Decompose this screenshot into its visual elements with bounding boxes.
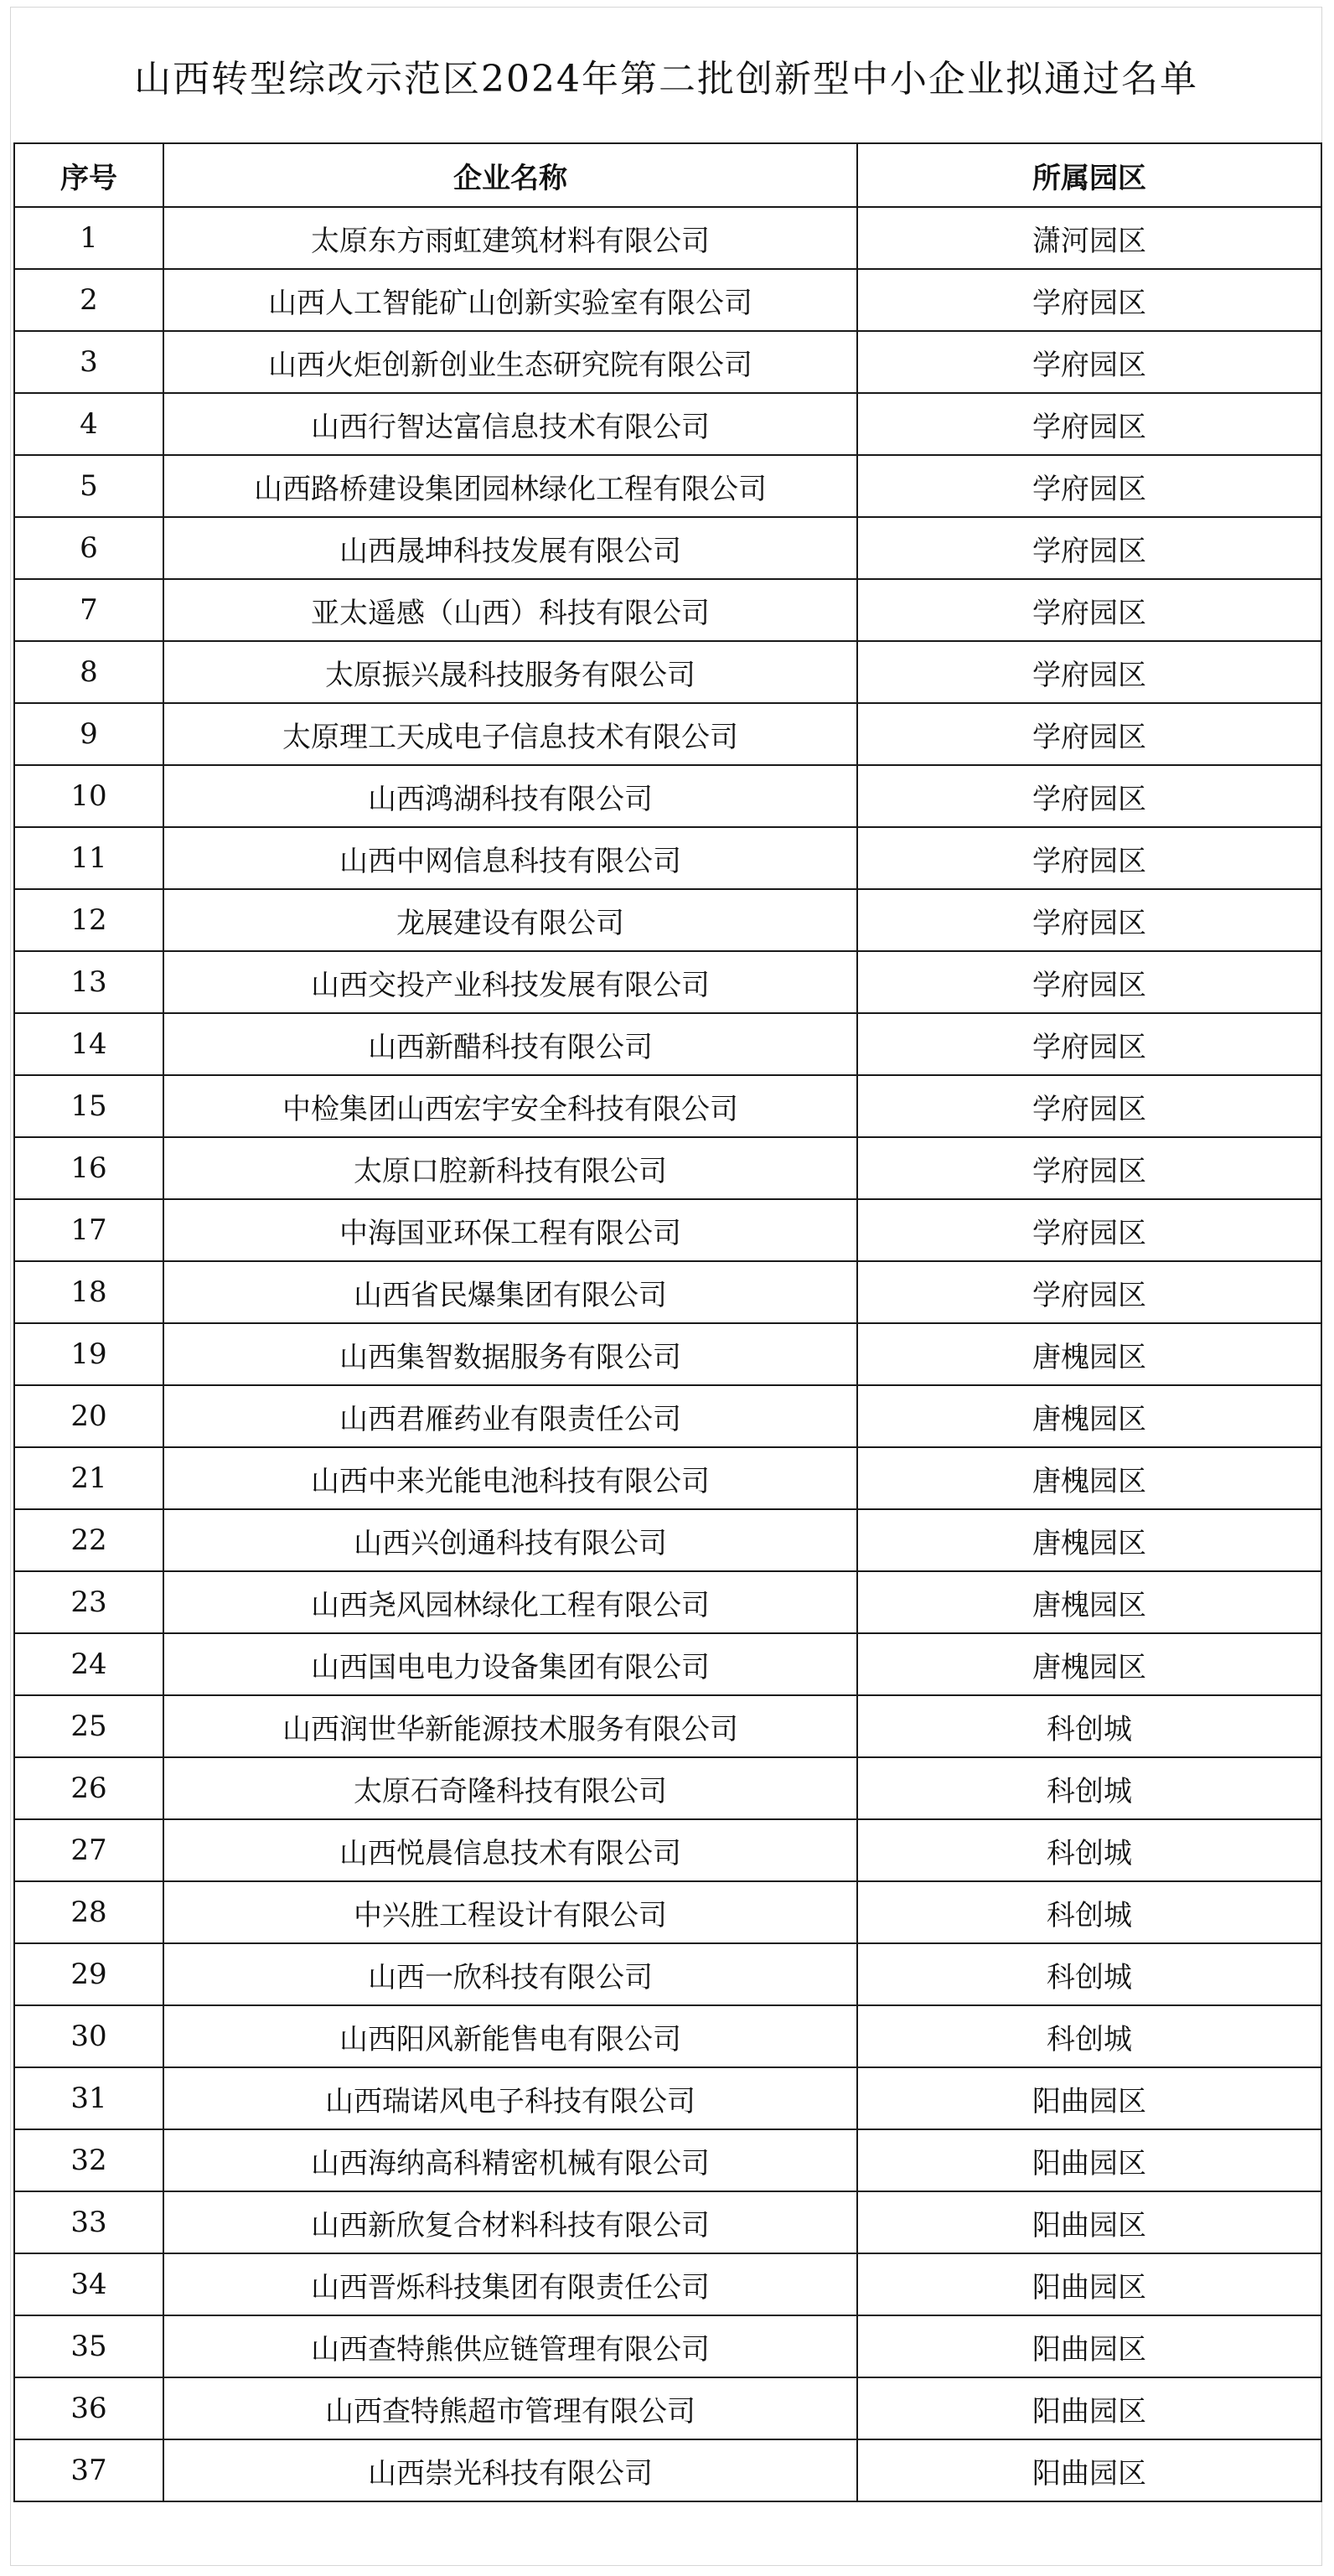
header-index: 序号	[14, 143, 163, 207]
header-company-name: 企业名称	[163, 143, 857, 207]
row-park: 唐槐园区	[857, 1385, 1321, 1447]
table-row	[14, 1633, 1321, 1695]
table-row	[14, 393, 1321, 455]
row-index: 17	[14, 1199, 163, 1261]
row-park: 学府园区	[857, 1075, 1321, 1137]
row-park: 阳曲园区	[857, 2315, 1321, 2377]
row-company-name: 太原振兴晟科技服务有限公司	[163, 641, 857, 703]
row-company-name: 太原石奇隆科技有限公司	[163, 1757, 857, 1819]
table-row	[14, 1323, 1321, 1385]
header-park: 所属园区	[857, 143, 1321, 207]
table-row	[14, 1509, 1321, 1571]
row-park: 学府园区	[857, 1013, 1321, 1075]
row-company-name: 山西路桥建设集团园林绿化工程有限公司	[163, 455, 857, 517]
row-index: 26	[14, 1757, 163, 1819]
row-company-name: 山西交投产业科技发展有限公司	[163, 951, 857, 1013]
row-index: 11	[14, 827, 163, 889]
row-park: 阳曲园区	[857, 2377, 1321, 2439]
row-index: 6	[14, 517, 163, 579]
row-park: 阳曲园区	[857, 2129, 1321, 2191]
row-company-name: 山西崇光科技有限公司	[163, 2439, 857, 2501]
row-park: 唐槐园区	[857, 1447, 1321, 1509]
row-park: 学府园区	[857, 517, 1321, 579]
row-index: 36	[14, 2377, 163, 2439]
row-index: 2	[14, 269, 163, 331]
row-park: 学府园区	[857, 703, 1321, 765]
row-index: 35	[14, 2315, 163, 2377]
row-index: 31	[14, 2067, 163, 2129]
row-company-name: 山西一欣科技有限公司	[163, 1943, 857, 2005]
table-row	[14, 517, 1321, 579]
row-index: 15	[14, 1075, 163, 1137]
row-company-name: 山西火炬创新创业生态研究院有限公司	[163, 331, 857, 393]
row-index: 21	[14, 1447, 163, 1509]
row-park: 学府园区	[857, 827, 1321, 889]
row-park: 学府园区	[857, 1199, 1321, 1261]
row-index: 9	[14, 703, 163, 765]
row-park: 阳曲园区	[857, 2191, 1321, 2253]
table-row	[14, 2129, 1321, 2191]
row-company-name: 山西海纳高科精密机械有限公司	[163, 2129, 857, 2191]
row-park: 科创城	[857, 2005, 1321, 2067]
row-company-name: 中兴胜工程设计有限公司	[163, 1881, 857, 1943]
row-company-name: 山西兴创通科技有限公司	[163, 1509, 857, 1571]
title-area	[12, 8, 1321, 142]
row-index: 20	[14, 1385, 163, 1447]
row-park: 唐槐园区	[857, 1509, 1321, 1571]
table-row	[14, 1881, 1321, 1943]
row-company-name: 龙展建设有限公司	[163, 889, 857, 951]
row-index: 32	[14, 2129, 163, 2191]
row-company-name: 山西国电电力设备集团有限公司	[163, 1633, 857, 1695]
row-index: 5	[14, 455, 163, 517]
row-park: 唐槐园区	[857, 1571, 1321, 1633]
row-company-name: 山西人工智能矿山创新实验室有限公司	[163, 269, 857, 331]
row-park: 学府园区	[857, 765, 1321, 827]
row-park: 学府园区	[857, 641, 1321, 703]
table-row	[14, 2439, 1321, 2501]
row-company-name: 山西尧风园林绿化工程有限公司	[163, 1571, 857, 1633]
row-company-name: 太原口腔新科技有限公司	[163, 1137, 857, 1199]
row-park: 阳曲园区	[857, 2067, 1321, 2129]
table-row	[14, 827, 1321, 889]
row-park: 学府园区	[857, 1261, 1321, 1323]
table-row	[14, 889, 1321, 951]
row-company-name: 山西鸿湖科技有限公司	[163, 765, 857, 827]
row-park: 阳曲园区	[857, 2439, 1321, 2501]
table-row	[14, 2377, 1321, 2439]
table-row	[14, 951, 1321, 1013]
row-company-name: 山西悦晨信息技术有限公司	[163, 1819, 857, 1881]
table-row	[14, 2253, 1321, 2315]
row-park: 学府园区	[857, 393, 1321, 455]
table-row	[14, 1695, 1321, 1757]
row-park: 科创城	[857, 1695, 1321, 1757]
table-row	[14, 703, 1321, 765]
table-row	[14, 1013, 1321, 1075]
row-index: 19	[14, 1323, 163, 1385]
table-row	[14, 1075, 1321, 1137]
row-index: 13	[14, 951, 163, 1013]
row-park: 科创城	[857, 1757, 1321, 1819]
table-row	[14, 1571, 1321, 1633]
company-list-table	[13, 142, 1322, 2502]
row-index: 33	[14, 2191, 163, 2253]
row-company-name: 山西中来光能电池科技有限公司	[163, 1447, 857, 1509]
table-row	[14, 2315, 1321, 2377]
row-company-name: 山西阳风新能售电有限公司	[163, 2005, 857, 2067]
row-company-name: 山西查特熊超市管理有限公司	[163, 2377, 857, 2439]
row-index: 8	[14, 641, 163, 703]
table-row	[14, 1199, 1321, 1261]
row-company-name: 山西晋烁科技集团有限责任公司	[163, 2253, 857, 2315]
row-index: 27	[14, 1819, 163, 1881]
table-row	[14, 641, 1321, 703]
row-company-name: 太原理工天成电子信息技术有限公司	[163, 703, 857, 765]
table-row	[14, 1385, 1321, 1447]
row-index: 37	[14, 2439, 163, 2501]
row-company-name: 山西行智达富信息技术有限公司	[163, 393, 857, 455]
table-row	[14, 1137, 1321, 1199]
row-company-name: 亚太遥感（山西）科技有限公司	[163, 579, 857, 641]
table-row	[14, 269, 1321, 331]
table-row	[14, 765, 1321, 827]
row-company-name: 中海国亚环保工程有限公司	[163, 1199, 857, 1261]
row-index: 24	[14, 1633, 163, 1695]
table-row	[14, 2191, 1321, 2253]
table-row	[14, 2067, 1321, 2129]
row-company-name: 中检集团山西宏宇安全科技有限公司	[163, 1075, 857, 1137]
row-index: 4	[14, 393, 163, 455]
row-company-name: 山西集智数据服务有限公司	[163, 1323, 857, 1385]
table-row	[14, 455, 1321, 517]
row-index: 30	[14, 2005, 163, 2067]
table-row	[14, 207, 1321, 269]
row-index: 7	[14, 579, 163, 641]
row-index: 22	[14, 1509, 163, 1571]
document-title: 山西转型综改示范区2024年第二批创新型中小企业拟通过名单	[134, 58, 1198, 101]
row-park: 科创城	[857, 1819, 1321, 1881]
row-company-name: 山西省民爆集团有限公司	[163, 1261, 857, 1323]
row-index: 1	[14, 207, 163, 269]
row-index: 3	[14, 331, 163, 393]
row-park: 学府园区	[857, 455, 1321, 517]
row-index: 34	[14, 2253, 163, 2315]
row-index: 12	[14, 889, 163, 951]
row-company-name: 山西新欣复合材料科技有限公司	[163, 2191, 857, 2253]
table-row	[14, 1447, 1321, 1509]
table-row	[14, 331, 1321, 393]
row-index: 18	[14, 1261, 163, 1323]
table-row	[14, 1943, 1321, 2005]
row-index: 25	[14, 1695, 163, 1757]
row-park: 唐槐园区	[857, 1633, 1321, 1695]
row-company-name: 山西中网信息科技有限公司	[163, 827, 857, 889]
row-park: 学府园区	[857, 331, 1321, 393]
row-park: 阳曲园区	[857, 2253, 1321, 2315]
row-park: 科创城	[857, 1881, 1321, 1943]
row-company-name: 山西瑞诺风电子科技有限公司	[163, 2067, 857, 2129]
table-row	[14, 1819, 1321, 1881]
row-company-name: 山西晟坤科技发展有限公司	[163, 517, 857, 579]
row-park: 学府园区	[857, 579, 1321, 641]
row-company-name: 山西润世华新能源技术服务有限公司	[163, 1695, 857, 1757]
row-company-name: 山西查特熊供应链管理有限公司	[163, 2315, 857, 2377]
table-row	[14, 1261, 1321, 1323]
row-park: 唐槐园区	[857, 1323, 1321, 1385]
row-company-name: 山西新醋科技有限公司	[163, 1013, 857, 1075]
table-row	[14, 1757, 1321, 1819]
row-index: 14	[14, 1013, 163, 1075]
table-body	[14, 207, 1321, 2501]
row-company-name: 太原东方雨虹建筑材料有限公司	[163, 207, 857, 269]
row-index: 28	[14, 1881, 163, 1943]
row-index: 29	[14, 1943, 163, 2005]
row-park: 科创城	[857, 1943, 1321, 2005]
table-header-row	[14, 143, 1321, 207]
row-park: 学府园区	[857, 269, 1321, 331]
row-index: 10	[14, 765, 163, 827]
row-park: 潇河园区	[857, 207, 1321, 269]
table-row	[14, 2005, 1321, 2067]
row-park: 学府园区	[857, 951, 1321, 1013]
row-company-name: 山西君雁药业有限责任公司	[163, 1385, 857, 1447]
row-park: 学府园区	[857, 889, 1321, 951]
table-row	[14, 579, 1321, 641]
row-index: 16	[14, 1137, 163, 1199]
row-park: 学府园区	[857, 1137, 1321, 1199]
row-index: 23	[14, 1571, 163, 1633]
